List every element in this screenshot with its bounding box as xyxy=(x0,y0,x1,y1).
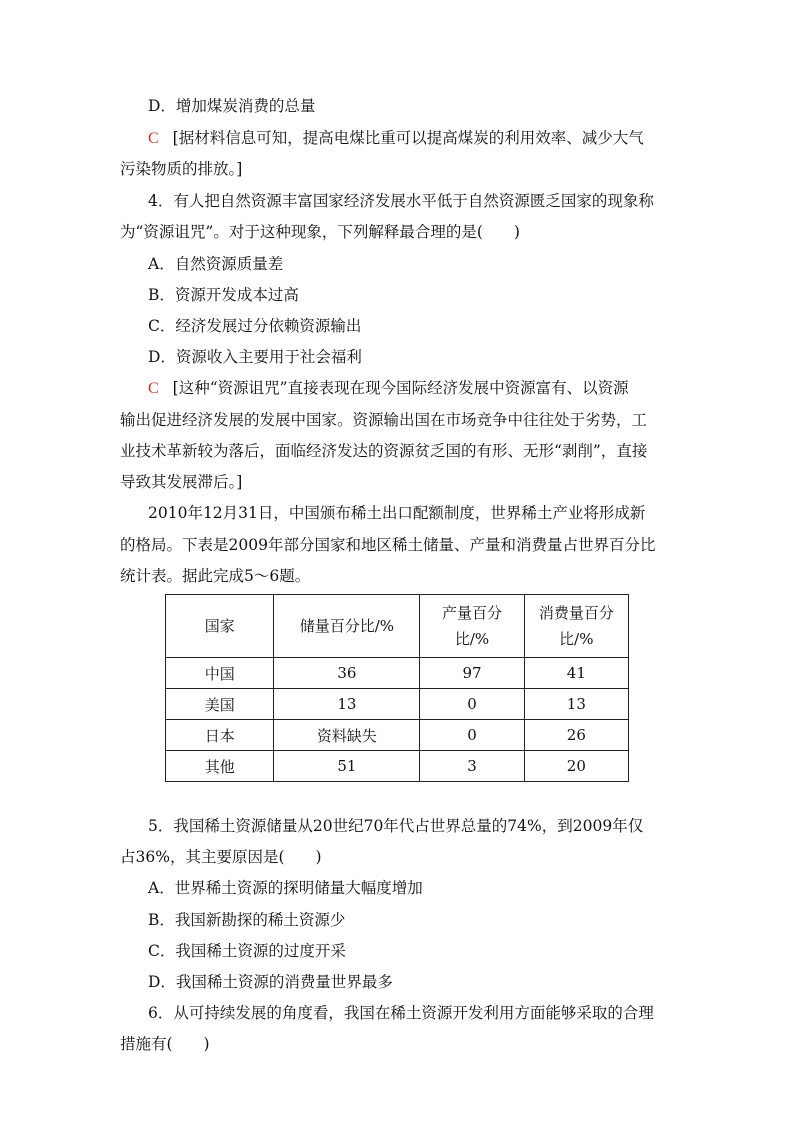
option-d-q5: D．我国稀土资源的消费量世界最多 xyxy=(148,973,393,991)
header-consumption: 消费量百分比/% xyxy=(524,595,628,658)
option-c-q5: C．我国稀土资源的过度开采 xyxy=(148,942,346,960)
table-cell: 美国 xyxy=(166,689,274,720)
table-cell: 资料缺失 xyxy=(274,720,420,751)
answer-explanation: [这种“资源诅咒”直接表现在现今国际经济发展中资源富有、以资源 xyxy=(172,379,629,397)
table-cell: 0 xyxy=(420,689,524,720)
answer-q3 xyxy=(148,128,644,149)
table-cell: 20 xyxy=(524,751,628,782)
option-b-q5: B．我国新勘探的稀土资源少 xyxy=(148,911,346,929)
passage-intro-cont: 的格局。下表是2009年部分国家和地区稀土储量、产量和消费量占世界百分比 xyxy=(120,536,656,554)
table-cell: 0 xyxy=(420,720,524,751)
header-production: 产量百分比/% xyxy=(420,595,524,658)
question-4-cont: 为“资源诅咒”。对于这种现象，下列解释最合理的是( ) xyxy=(120,223,520,241)
option-d-q3: D．增加煤炭消费的总量 xyxy=(148,97,316,115)
header-reserves: 储量百分比/% xyxy=(274,595,420,658)
question-6-cont: 措施有( ) xyxy=(120,1035,210,1053)
table-cell: 36 xyxy=(274,658,420,689)
table-cell: 日本 xyxy=(166,720,274,751)
answer-explanation-cont: 污染物质的排放。] xyxy=(120,160,243,178)
question-6: 6．从可持续发展的角度看，我国在稀土资源开发利用方面能够采取的合理 xyxy=(148,1004,654,1022)
answer-explanation-cont: 业技术革新较为落后，面临经济发达的资源贫乏国的有形、无形“剥削”，直接 xyxy=(120,442,648,460)
header-country: 国家 xyxy=(166,595,274,658)
table-cell: 13 xyxy=(524,689,628,720)
table-cell: 26 xyxy=(524,720,628,751)
passage-intro-cont: 统计表。据此完成5～6题。 xyxy=(120,567,311,585)
answer-explanation: [据材料信息可知，提高电煤比重可以提高煤炭的利用效率、减少大气 xyxy=(172,129,644,147)
table-row xyxy=(166,720,629,751)
answer-explanation-cont: 导致其发展滞后。] xyxy=(120,473,243,491)
answer-explanation-cont: 输出促进经济发展的发展中国家。资源输出国在市场竞争中往往处于劣势，工 xyxy=(120,411,648,429)
question-5-cont: 占36%，其主要原因是( ) xyxy=(120,848,322,866)
question-5: 5．我国稀土资源储量从20世纪70年代占世界总量的74%，到2009年仅 xyxy=(148,817,644,835)
table-cell: 3 xyxy=(420,751,524,782)
option-a-q5: A．世界稀土资源的探明储量大幅度增加 xyxy=(148,879,423,897)
table-cell: 13 xyxy=(274,689,420,720)
option-d-q4: D．资源收入主要用于社会福利 xyxy=(148,348,362,366)
answer-letter: C xyxy=(148,380,159,397)
question-4: 4．有人把自然资源丰富国家经济发展水平低于自然资源匮乏国家的现象称 xyxy=(148,192,654,210)
answer-letter: C xyxy=(148,130,159,147)
passage-intro: 2010年12月31日，中国颁布稀土出口配额制度，世界稀土产业将形成新 xyxy=(148,504,646,522)
answer-q4 xyxy=(148,378,629,399)
table-row xyxy=(166,689,629,720)
rare-earth-table xyxy=(165,594,629,782)
table-header-row xyxy=(166,595,629,658)
table-cell: 51 xyxy=(274,751,420,782)
option-b-q4: B．资源开发成本过高 xyxy=(148,286,299,304)
table-cell: 其他 xyxy=(166,751,274,782)
table-cell: 41 xyxy=(524,658,628,689)
table-cell: 中国 xyxy=(166,658,274,689)
table-row xyxy=(166,751,629,782)
table-cell: 97 xyxy=(420,658,524,689)
table-row xyxy=(166,658,629,689)
option-c-q4: C．经济发展过分依赖资源输出 xyxy=(148,317,362,335)
option-a-q4: A．自然资源质量差 xyxy=(148,255,284,273)
